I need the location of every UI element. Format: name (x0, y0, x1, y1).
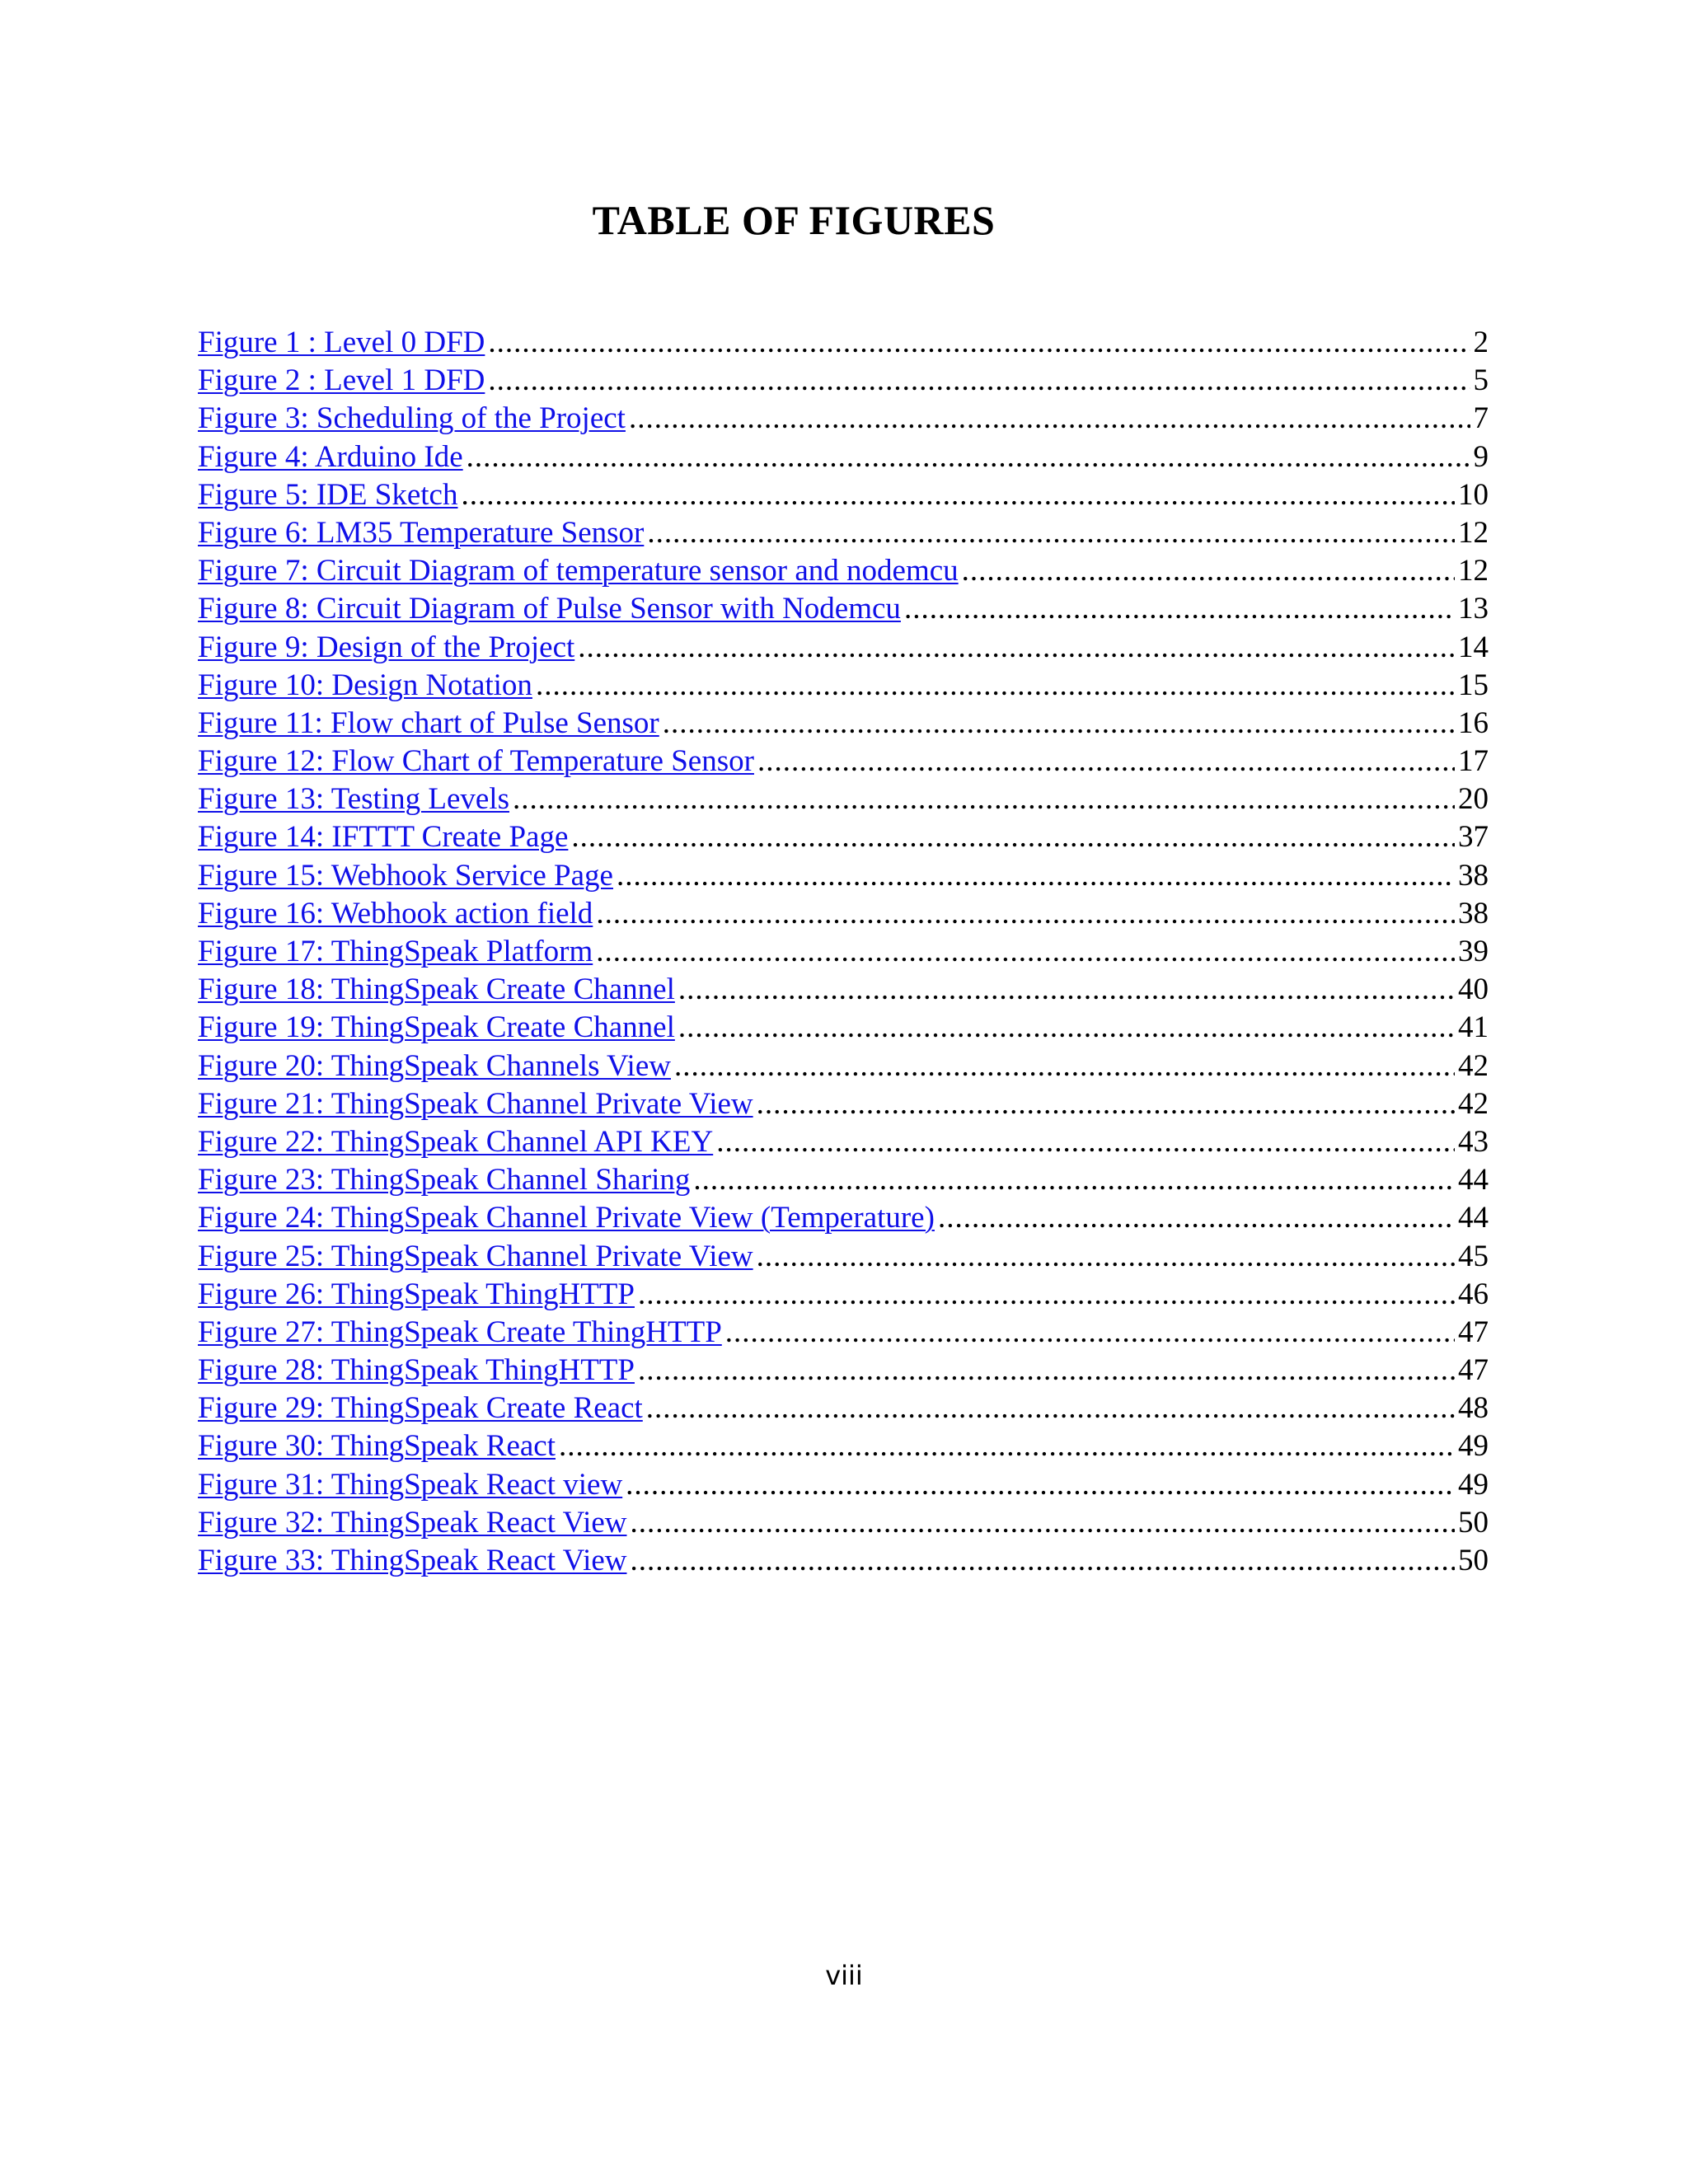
figure-link[interactable]: Figure 7: Circuit Diagram of temperature sensor and nodemcu (198, 554, 959, 588)
figure-entry (198, 933, 1489, 971)
dot-leader (513, 780, 1455, 818)
page-number: 40 (1458, 972, 1489, 1007)
figure-entry (198, 1504, 1489, 1542)
figure-entry (198, 1009, 1489, 1047)
page-number: 38 (1458, 896, 1489, 930)
figure-entry (198, 667, 1489, 705)
dot-leader (631, 1504, 1456, 1542)
page-number: 39 (1458, 935, 1489, 968)
dot-leader (962, 552, 1455, 590)
dot-leader (596, 895, 1455, 933)
figure-link[interactable]: Figure 25: ThingSpeak Channel Private View (198, 1239, 753, 1273)
figure-entry (198, 1123, 1489, 1161)
figure-link[interactable]: Figure 4: Arduino Ide (198, 439, 463, 474)
figure-link[interactable]: Figure 14: IFTTT Create Page (198, 820, 569, 855)
dot-leader (536, 667, 1455, 705)
dot-leader (646, 1390, 1455, 1427)
figure-entry (198, 1047, 1489, 1085)
figure-entry (198, 1276, 1489, 1314)
dot-leader (757, 743, 1455, 780)
page-number-footer: viii (825, 1960, 863, 1991)
figure-link[interactable]: Figure 9: Design of the Project (198, 630, 575, 664)
dot-leader (678, 971, 1455, 1009)
figure-entry (198, 400, 1489, 438)
dot-leader (757, 1238, 1455, 1276)
dot-leader (938, 1199, 1455, 1237)
dot-leader (626, 1466, 1455, 1504)
figure-entry (198, 705, 1489, 743)
figure-entry (198, 1085, 1489, 1123)
figure-link[interactable]: Figure 31: ThingSpeak React view (198, 1467, 623, 1502)
figure-link[interactable]: Figure 1 : Level 0 DFD (198, 326, 485, 359)
figure-entry (198, 1199, 1489, 1237)
dot-leader (674, 1047, 1455, 1085)
figure-entry (198, 1390, 1489, 1427)
figure-link[interactable]: Figure 30: ThingSpeak React (198, 1429, 556, 1464)
dot-leader (559, 1427, 1455, 1465)
figure-entry (198, 1314, 1489, 1352)
dot-leader (638, 1276, 1455, 1314)
figure-link[interactable]: Figure 13: Testing Levels (198, 782, 509, 817)
figure-link[interactable]: Figure 12: Flow Chart of Temperature Sensor (198, 744, 754, 779)
page-number: 9 (1473, 439, 1489, 474)
page-number: 41 (1458, 1010, 1489, 1045)
figure-entry (198, 1427, 1489, 1465)
page-number: 49 (1458, 1429, 1489, 1464)
dot-leader (638, 1352, 1455, 1390)
page-number: 5 (1473, 363, 1489, 398)
figure-entry (198, 780, 1489, 818)
figure-entry (198, 362, 1489, 400)
dot-leader (596, 933, 1455, 971)
dot-leader (461, 476, 1455, 514)
page-number: 17 (1458, 744, 1489, 779)
page-number: 12 (1458, 515, 1489, 550)
dot-leader (617, 857, 1455, 895)
figure-link[interactable]: Figure 2 : Level 1 DFD (198, 363, 485, 398)
page-number: 43 (1458, 1124, 1489, 1159)
page-number: 48 (1458, 1391, 1489, 1426)
page-number: 50 (1458, 1544, 1489, 1577)
dot-leader (488, 362, 1470, 400)
figure-entry (198, 590, 1489, 628)
figure-link[interactable]: Figure 18: ThingSpeak Create Channel (198, 972, 675, 1007)
figure-entry (198, 1161, 1489, 1199)
page-number: 38 (1458, 858, 1489, 893)
figure-entry (198, 971, 1489, 1009)
figure-link[interactable]: Figure 22: ThingSpeak Channel API KEY (198, 1124, 714, 1159)
figure-link[interactable]: Figure 28: ThingSpeak ThingHTTP (198, 1353, 635, 1388)
figure-entry (198, 629, 1489, 667)
figure-entry (198, 743, 1489, 780)
page-title: TABLE OF FIGURES (592, 197, 996, 243)
page-number: 7 (1473, 401, 1489, 436)
figure-link[interactable]: Figure 16: Webhook action field (198, 896, 593, 930)
figure-entry (198, 438, 1489, 476)
figure-link[interactable]: Figure 10: Design Notation (198, 668, 532, 702)
figure-entry (198, 514, 1489, 552)
page-number: 2 (1473, 326, 1489, 359)
figure-link[interactable]: Figure 33: ThingSpeak React View (198, 1544, 627, 1577)
figure-entry (198, 1238, 1489, 1276)
figure-link[interactable]: Figure 32: ThingSpeak React View (198, 1505, 627, 1540)
figure-entry (198, 818, 1489, 856)
dot-leader (467, 438, 1470, 476)
figure-entry (198, 895, 1489, 933)
figure-link[interactable]: Figure 6: LM35 Temperature Sensor (198, 515, 645, 550)
figure-link[interactable]: Figure 17: ThingSpeak Platform (198, 935, 593, 968)
dot-leader (716, 1123, 1455, 1161)
figure-entry (198, 1542, 1489, 1580)
page-number: 45 (1458, 1239, 1489, 1273)
figure-link[interactable]: Figure 5: IDE Sketch (198, 477, 458, 512)
dot-leader (757, 1085, 1455, 1123)
page-number: 42 (1458, 1048, 1489, 1083)
dot-leader (725, 1314, 1455, 1352)
dot-leader (904, 590, 1455, 628)
page-number: 20 (1458, 782, 1489, 817)
figure-link[interactable]: Figure 15: Webhook Service Page (198, 858, 613, 893)
figure-link[interactable]: Figure 26: ThingSpeak ThingHTTP (198, 1277, 635, 1311)
page-number: 44 (1458, 1201, 1489, 1235)
figure-entry (198, 1352, 1489, 1390)
dot-leader (647, 514, 1455, 552)
dot-leader (693, 1161, 1455, 1199)
figure-entry (198, 476, 1489, 514)
figure-list (198, 324, 1489, 1580)
page-number: 49 (1458, 1467, 1489, 1502)
figure-entry (198, 324, 1489, 362)
page-number: 15 (1458, 668, 1489, 702)
page-number: 42 (1458, 1086, 1489, 1121)
figure-link[interactable]: Figure 23: ThingSpeak Channel Sharing (198, 1163, 691, 1197)
dot-leader (578, 629, 1455, 667)
figure-entry (198, 1466, 1489, 1504)
page-number: 14 (1458, 630, 1489, 664)
figure-link[interactable]: Figure 29: ThingSpeak Create React (198, 1391, 643, 1426)
dot-leader (678, 1009, 1455, 1047)
page-number: 50 (1458, 1505, 1489, 1540)
page-number: 12 (1458, 554, 1489, 588)
dot-leader (631, 1542, 1456, 1580)
dot-leader (629, 400, 1470, 438)
dot-leader (663, 705, 1455, 743)
figure-link[interactable]: Figure 8: Circuit Diagram of Pulse Sensor with Nodemcu (198, 592, 901, 626)
page-number: 13 (1458, 592, 1489, 626)
page-number: 47 (1458, 1353, 1489, 1388)
page-number: 16 (1458, 705, 1489, 740)
dot-leader (488, 324, 1470, 362)
figure-link[interactable]: Figure 19: ThingSpeak Create Channel (198, 1010, 675, 1045)
figure-link[interactable]: Figure 24: ThingSpeak Channel Private View (Temperature) (198, 1201, 935, 1235)
figure-link[interactable]: Figure 3: Scheduling of the Project (198, 401, 626, 436)
page-number: 46 (1458, 1277, 1489, 1311)
figure-entry (198, 857, 1489, 895)
page-number: 47 (1458, 1315, 1489, 1349)
figure-link[interactable]: Figure 27: ThingSpeak Create ThingHTTP (198, 1315, 722, 1349)
figure-link[interactable]: Figure 20: ThingSpeak Channels View (198, 1048, 671, 1083)
page-number: 37 (1458, 820, 1489, 855)
page-number: 44 (1458, 1163, 1489, 1197)
page-number: 10 (1458, 477, 1489, 512)
dot-leader (571, 818, 1455, 856)
figure-entry (198, 552, 1489, 590)
figure-link[interactable]: Figure 21: ThingSpeak Channel Private View (198, 1086, 753, 1121)
figure-link[interactable]: Figure 11: Flow chart of Pulse Sensor (198, 705, 659, 740)
